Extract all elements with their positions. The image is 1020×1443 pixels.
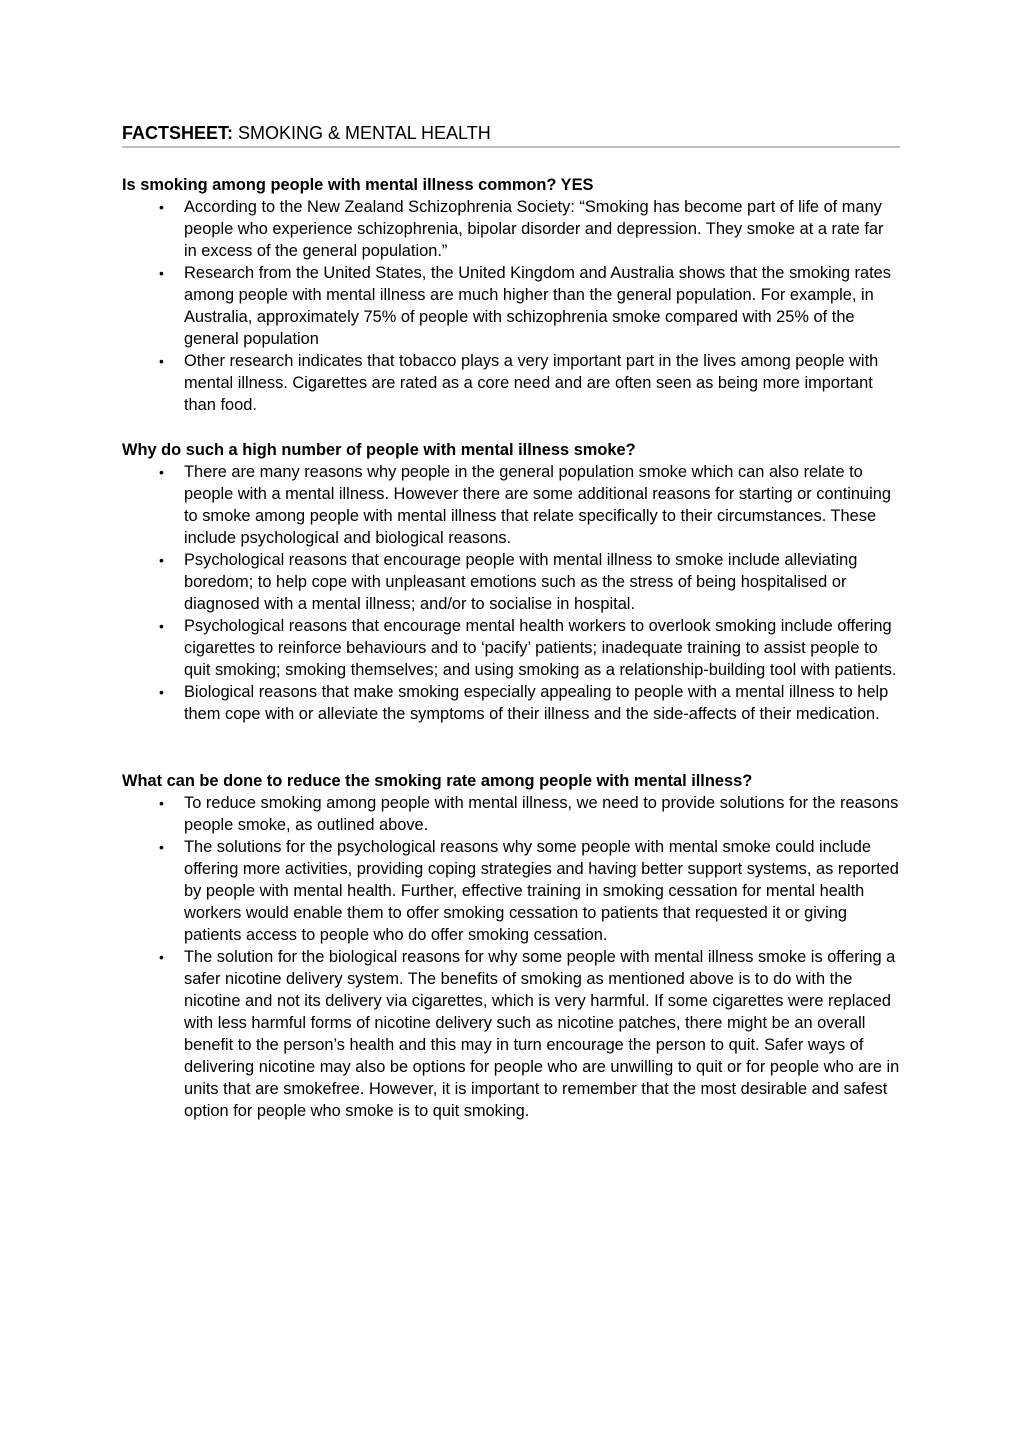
- list-item: • According to the New Zealand Schizophrenia Society: “Smoking has become part of life of many people who experience schizophrenia, bipolar disorder and depression. They smoke at a rate far in excess of the general population.”: [159, 198, 884, 260]
- bullet-icon: •: [159, 353, 164, 369]
- list-item: • There are many reasons why people in the general population smoke which can also relate to people with a mental illness. However there are some additional reasons for starting or continuing to smoke among people with mental illness that relate specifically to their circumstances. These include psychological and biological reasons.: [159, 463, 891, 547]
- bullet-icon: •: [159, 949, 164, 965]
- list-item: • To reduce smoking among people with mental illness, we need to provide solutions for the reasons people smoke, as outlined above.: [159, 794, 899, 834]
- bullet-list: [122, 792, 900, 1122]
- bullet-icon: •: [159, 199, 164, 215]
- section-reasons: [122, 439, 900, 725]
- bullet-list: [122, 461, 900, 725]
- page-title: [122, 122, 900, 148]
- section-heading: Is smoking among people with mental illness common? YES: [122, 176, 594, 194]
- list-item: • The solution for the biological reasons for why some people with mental illness smoke is offering a safer nicotine delivery system. The benefits of smoking as mentioned above is to do with the nicotine and not its delivery via cigarettes, which is very harmful. If some cigarettes were replaced with less harmful forms of nicotine delivery such as nicotine patches, there might be an overall benefit to the person’s health and this may in turn encourage the person to quit. Safer ways of delivering nicotine may also be options for people who are unwilling to quit or for people who are in units that are smokefree. However, it is important to remember that the most desirable and safest option for people who smoke is to quit smoking.: [159, 948, 900, 1120]
- bullet-list: [122, 196, 900, 416]
- title-rest: SMOKING & MENTAL HEALTH: [233, 123, 491, 143]
- title-bold: FACTSHEET:: [122, 123, 234, 143]
- list-item: • The solutions for the psychological reasons why some people with mental smoke could include offering more activities, providing coping strategies and having better support systems, as reported by people with mental health. Further, effective training in smoking cessation for mental health workers would enable them to offer smoking cessation to patients that requested it or giving patients access to people who do offer smoking cessation.: [159, 838, 899, 944]
- list-item: • Biological reasons that make smoking especially appealing to people with a mental illness to help them cope with or alleviate the symptoms of their illness and the side-affects of their medication.: [159, 683, 889, 723]
- factsheet-page: [122, 122, 900, 1122]
- bullet-icon: •: [159, 795, 164, 811]
- bullet-icon: •: [159, 839, 164, 855]
- bullet-icon: •: [159, 552, 164, 568]
- bullet-icon: •: [159, 618, 164, 634]
- list-item: • Psychological reasons that encourage mental health workers to overlook smoking include offering cigarettes to reinforce behaviours and to ‘pacify’ patients; inadequate training to assist people to quit smoking; smoking themselves; and using smoking as a relationship-building tool with patients.: [159, 617, 897, 679]
- section-solutions: [122, 770, 900, 1122]
- bullet-icon: •: [159, 684, 164, 700]
- section-heading: What can be done to reduce the smoking rate among people with mental illness?: [122, 772, 753, 790]
- bullet-icon: •: [159, 464, 164, 480]
- list-item: • Other research indicates that tobacco plays a very important part in the lives among people with mental illness. Cigarettes are rated as a core need and are often seen as being more important than food.: [159, 352, 879, 414]
- bullet-icon: •: [159, 265, 164, 281]
- section-prevalence: [122, 174, 900, 416]
- list-item: • Research from the United States, the United Kingdom and Australia shows that the smoking rates among people with mental illness are much higher than the general population. For example, in Australia, approximately 75% of people with schizophrenia smoke compared with 25% of the general population: [159, 264, 891, 348]
- section-heading: Why do such a high number of people with mental illness smoke?: [122, 441, 636, 459]
- list-item: • Psychological reasons that encourage people with mental illness to smoke include alleviating boredom; to help cope with unpleasant emotions such as the stress of being hospitalised or diagnosed with a mental illness; and/or to socialise in hospital.: [159, 551, 858, 613]
